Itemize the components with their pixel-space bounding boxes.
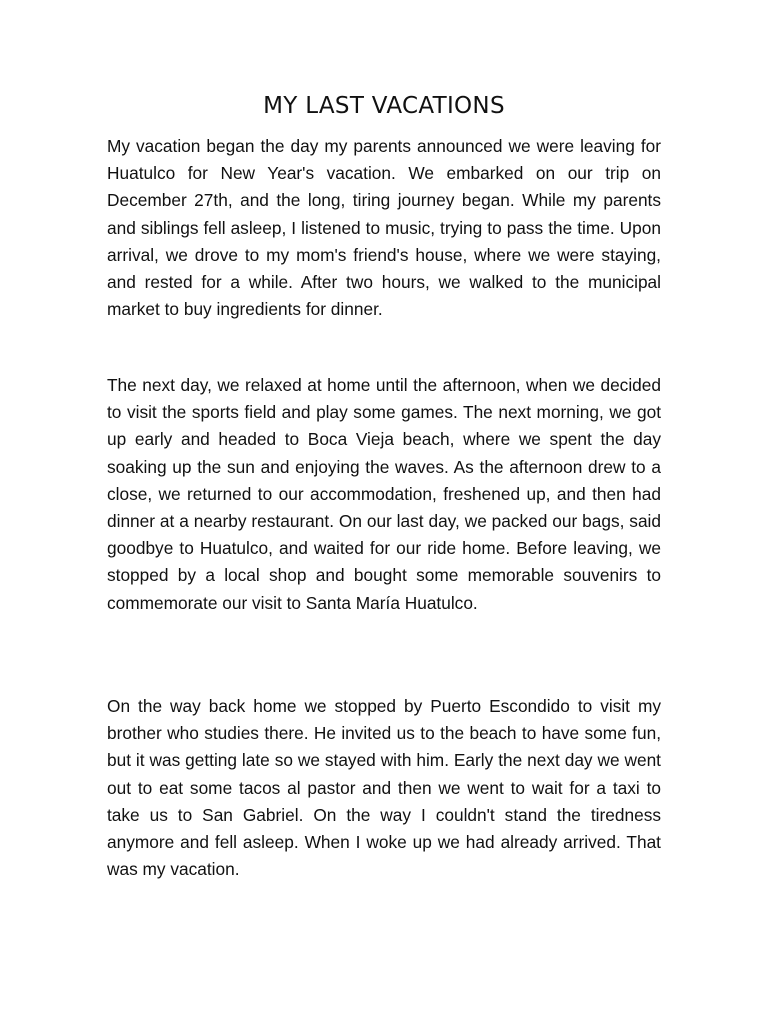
paragraph-beach-days: The next day, we relaxed at home until the afternoon, when we decided to visit the sports field and play some games. The next morning, we got up early and headed to Boca Vieja beach, where we spent the day soaking up the sun and enjoying the waves. As the afternoon drew to a close, we returned to our accommodation, freshened up, and then had dinner at a nearby restaurant. On our last day, we packed our bags, said goodbye to Huatulco, and waited for our ride home. Before leaving, we stopped by a local shop and bought some memorable souvenirs to commemorate our visit to Santa María Huatulco. [107,375,661,613]
document-title: MY LAST VACATIONS [263,93,505,119]
paragraph-arrival: My vacation began the day my parents announced we were leaving for Huatulco for New Year's vacation. We embarked on our trip on December 27th, and the long, tiring journey began. While my parents and siblings fell asleep, I listened to music, trying to pass the time. Upon arrival, we drove to my mom's friend's house, where we were staying, and rested for a while. After two hours, we walked to the municipal market to buy ingredients for dinner. [107,136,661,320]
paragraph-return-home: On the way back home we stopped by Puerto Escondido to visit my brother who studies there. He invited us to the beach to have some fun, but it was getting late so we stayed with him. Early the next day we went out to eat some tacos al pastor and then we went to wait for a taxi to take us to San Gabriel. On the way I couldn't stand the tiredness anymore and fell asleep. When I woke up we had already arrived. That was my vacation. [107,696,661,880]
